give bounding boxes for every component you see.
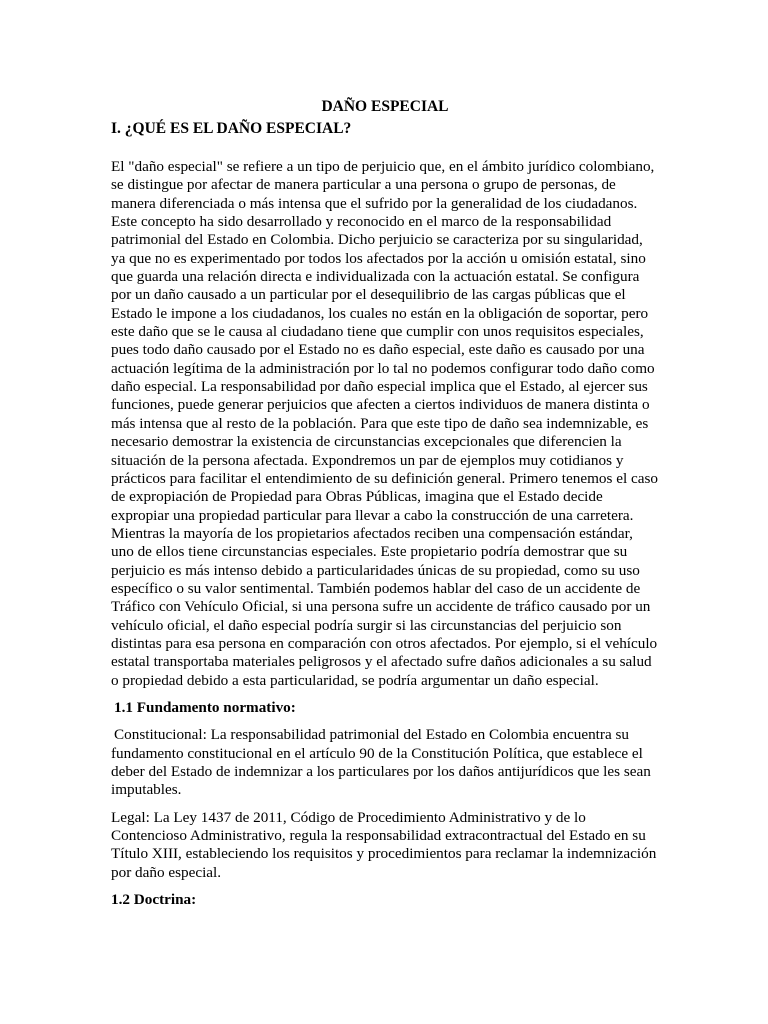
section-heading: I. ¿QUÉ ES EL DAÑO ESPECIAL? bbox=[111, 120, 352, 137]
legal-paragraph: Legal: La Ley 1437 de 2011, Código de Procedimiento Administrativo y de lo Contencioso Administrativo, regula la responsabilidad extracontractual del Estado en su Título XIII, estableciendo los requisitos y procedimientos para reclamar la indemnización por daño especial. bbox=[111, 808, 657, 881]
intro-paragraph: El "daño especial" se refiere a un tipo de perjuicio que, en el ámbito jurídico colombiano, se distingue por afectar de manera particular a una persona o grupo de personas, de manera diferenciada o más intensa que el sufrido por la generalidad de los ciudadanos. Este concepto ha sido desarrollado y reconocido en el marco de la responsabilidad patrimonial del Estado en Colombia. Dicho perjuicio se caracteriza por su singularidad, ya que no es experimentado por todos los afectados por la acción u omisión estatal, sino que guarda una relación directa e individualizada con la actuación estatal. Se configura por un daño causado a un particular por el desequilibrio de las cargas públicas que el Estado le impone a los ciudadanos, los cuales no están en la obligación de soportar, pero este daño que se le causa al ciudadano tiene que cumplir con unos requisitos especiales, pues todo daño causado por el Estado no es daño especial, este daño es causado por una actuación legítima de la administración por lo tal no podemos configurar todo daño como daño especial. La responsabilidad por daño especial implica que el Estado, al ejercer sus funciones, puede generar perjuicios que afecten a ciertos individuos de manera distinta o más intensa que al resto de la población. Para que este tipo de daño sea indemnizable, es necesario demostrar la existencia de circunstancias excepcionales que diferencien la situación de la persona afectada. Expondremos un par de ejemplos muy cotidianos y prácticos para facilitar el entendimiento de su definición general. Primero tenemos el caso de expropiación de Propiedad para Obras Públicas, imagina que el Estado decide expropiar una propiedad particular para llevar a cabo la construcción de una carretera. Mientras la mayoría de los propietarios afectados reciben una compensación estándar, uno de ellos tiene circunstancias especiales. Este propietario podría demostrar que su perjuicio es más intenso debido a particularidades únicas de su propiedad, como su uso específico o su valor sentimental. También podemos hablar del caso de un accidente de Tráfico con Vehículo Oficial, si una persona sufre un accidente de tráfico causado por un vehículo oficial, el daño especial podría surgir si las circunstancias del perjuicio son distintas para esa persona en comparación con otros afectados. Por ejemplo, si el vehículo estatal transportaba materiales peligrosos y el afectado sufre daños adicionales a su salud o propiedad debido a esta particularidad, se podría argumentar un daño especial. bbox=[111, 158, 658, 689]
subsection-heading-fundamento: 1.1 Fundamento normativo: bbox=[114, 698, 296, 716]
constitutional-paragraph: Constitucional: La responsabilidad patrimonial del Estado en Colombia encuentra su fundamento constitucional en el artículo 90 de la Constitución Política, que establece el deber del Estado de indemnizar a los particulares por los daños antijurídicos que les sean imputables. bbox=[111, 726, 651, 799]
document-page bbox=[111, 96, 659, 918]
document-title: DAÑO ESPECIAL bbox=[321, 98, 449, 115]
subsection-heading-doctrina: 1.2 Doctrina: bbox=[111, 891, 197, 909]
